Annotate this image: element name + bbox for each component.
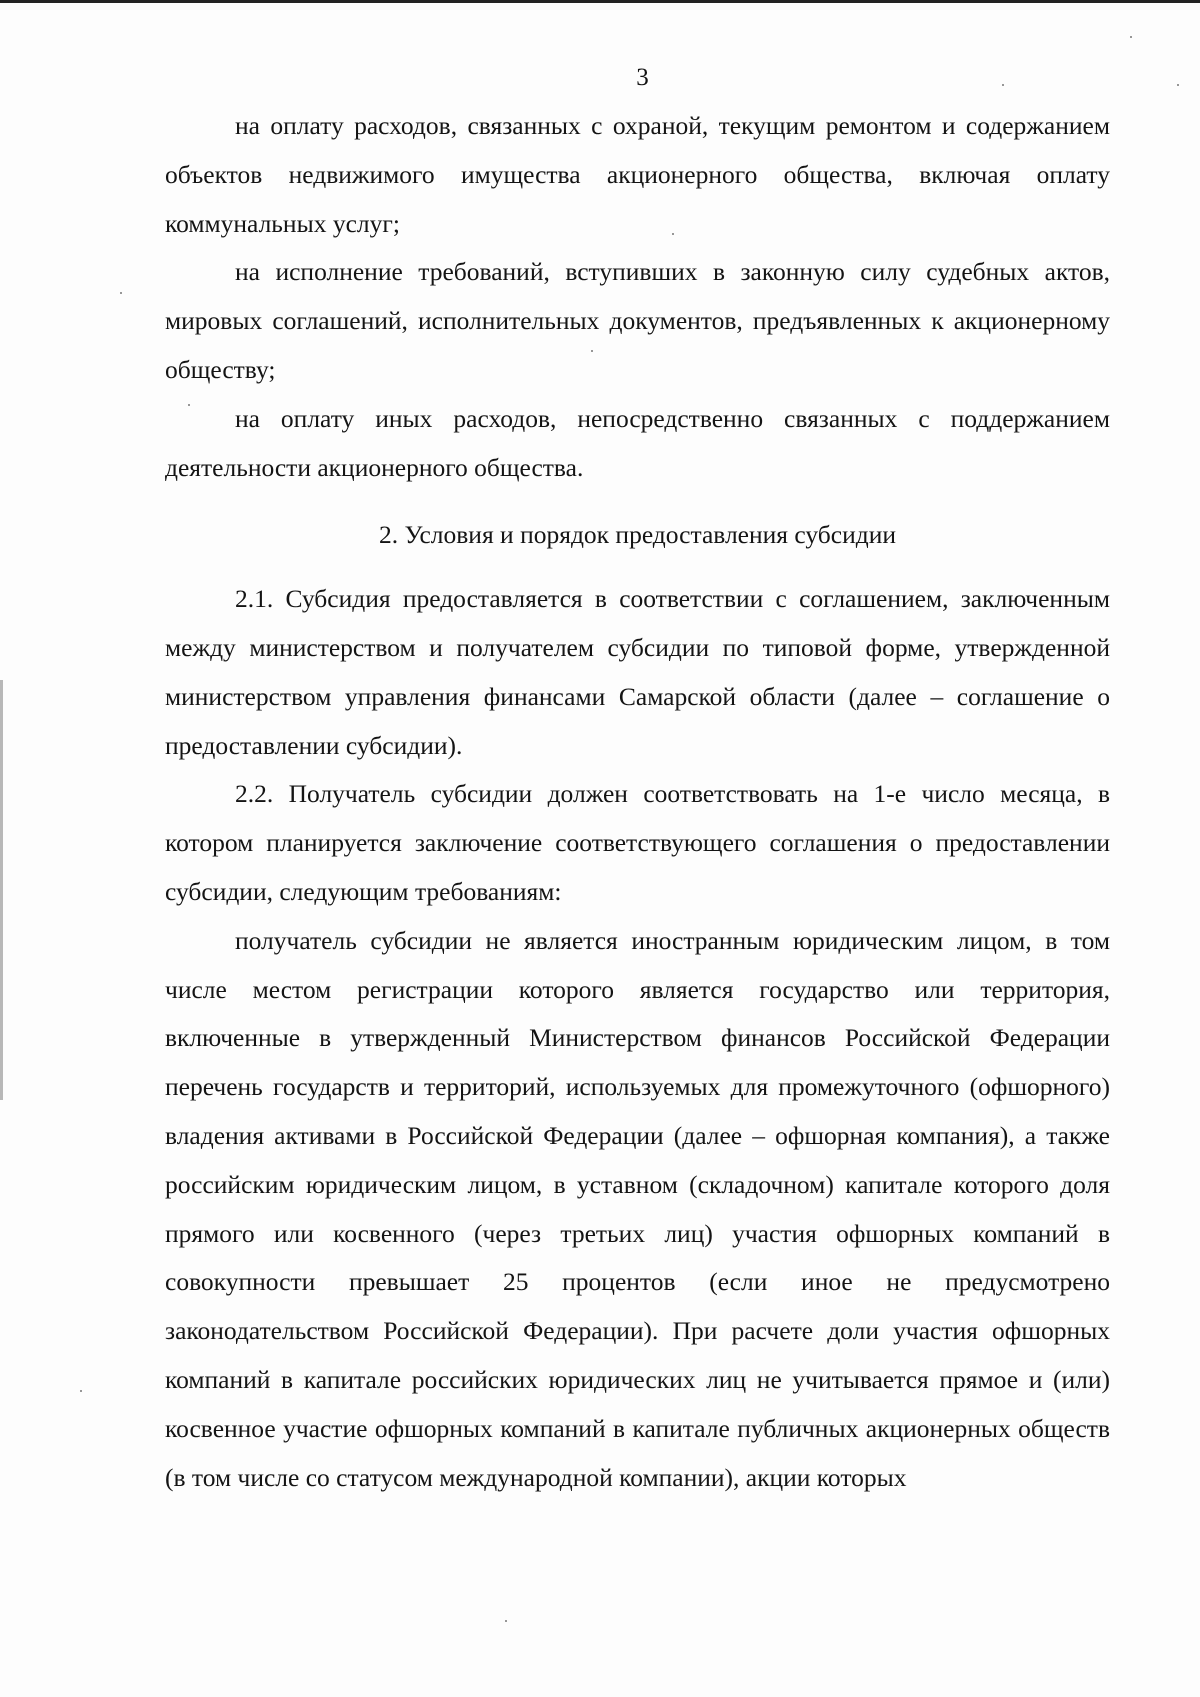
document-body xyxy=(165,102,1110,1502)
section-heading: 2. Условия и порядок предоставления субсидии xyxy=(378,520,897,550)
paragraph-court-decisions: на исполнение требований, вступивших в законную силу судебных актов, мировых соглашений, исполнительных документов, предъявленных к акционерному обществу; xyxy=(165,257,1110,384)
scan-speck xyxy=(1002,84,1004,86)
scan-speck xyxy=(120,292,122,294)
paragraph-other-expenses: на оплату иных расходов, непосредственно связанных с поддержанием деятельности акционерного общества. xyxy=(165,403,1110,482)
scan-top-edge xyxy=(0,0,1200,3)
scan-speck xyxy=(1177,84,1179,86)
paragraph-2-2: 2.2. Получатель субсидии должен соответствовать на 1-е число месяца, в котором планируется заключение соответствующего соглашения о предоставлении субсидии, следующим требованиям: xyxy=(165,779,1110,906)
paragraph-2-1: 2.1. Субсидия предоставляется в соответствии с соглашением, заключенным между министерством и получателем субсидии по типовой форме, утвержденной министерством управления финансами Самарской области (далее – соглашение о предоставлении субсидии). xyxy=(165,584,1110,760)
paragraph-expenses-maintenance: на оплату расходов, связанных с охраной, текущим ремонтом и содержанием объектов недвижимого имущества акционерного общества, включая оплату коммунальных услуг; xyxy=(165,111,1110,238)
scan-speck xyxy=(672,233,674,235)
scan-speck xyxy=(80,1390,82,1392)
scan-speck xyxy=(505,1620,507,1622)
page-number: 3 xyxy=(636,64,649,91)
scan-speck xyxy=(188,404,190,406)
scan-speck xyxy=(591,350,593,352)
scan-left-edge xyxy=(0,680,3,1100)
scan-speck xyxy=(1130,36,1132,38)
paragraph-offshore-requirement: получатель субсидии не является иностранным юридическим лицом, в том числе местом регистрации которого является государство или территория, включенные в утвержденный Министерством финансов Российской Федерации перечень государств и территорий, используемых для промежуточного (офшорного) владения активами в Российской Федерации (далее – офшорная компания), а также российским юридическим лицом, в уставном (складочном) капитале которого доля прямого или косвенного (через третьих лиц) участия офшорных компаний в совокупности превышает 25 процентов (если иное не предусмотрено законодательством Российской Федерации). При расчете доли участия офшорных компаний в капитале российских юридических лиц не учитывается прямое и (или) косвенное участие офшорных компаний в капитале публичных акционерных обществ (в том числе со статусом международной компании), акции которых xyxy=(165,925,1110,1492)
